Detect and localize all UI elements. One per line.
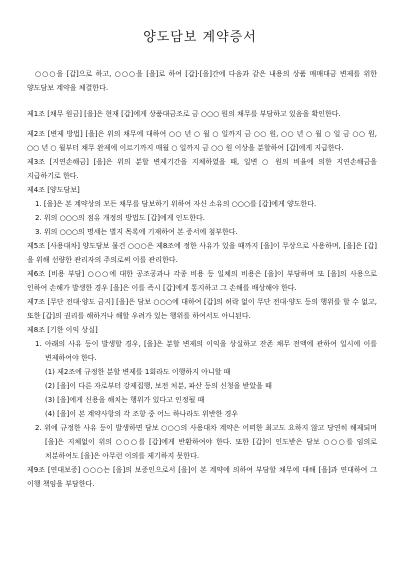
clause-4-item-2: 2. 위의 ○○○의 점유 개정의 방법도 [갑]에게 인도한다. <box>35 214 205 222</box>
clause-7: 제7조 [무단 전대·양도 금지] [을]은 담보 ○○○에 대하여 [갑]의 허락 없이 무단 전대·양도 등의 행위를 할 수 없고, 또한 [갑]의 권리를 해하거나 해할 우려가 있는 행위를 하여서도 아니된다. <box>27 298 377 320</box>
document-title: 양도담보 계약증서 <box>143 30 257 45</box>
intro-paragraph: ○○○을 [갑]으로 하고, ○○○을 [을]로 하여 [갑]·[을]간에 다음과 같은 내용의 상품 매매대금 변제를 위한 양도담보 계약을 체결한다. <box>27 70 377 92</box>
clause-4-item-3: 3. 위의 ○○○의 명세는 별지 목록에 기재하여 본 증서에 첨부한다. <box>35 228 238 236</box>
clause-4-heading: 제4조 [양도담보] <box>27 186 80 194</box>
clause-8-subitem-1: (1) 제2조에 규정한 분할 변제를 1회라도 이행하지 아니할 때 <box>45 368 231 376</box>
clause-8-heading: 제8조 [기한 이익 상실] <box>27 326 98 334</box>
clause-2: 제2조 [변제 방법] [을]은 위의 채무에 대하여 ○○ 년 ○ 월 ○ 일까지 금 ○○ 원, ○○ 년 ○ 월 ○ 일 금 ○○ 원, ○○ 년 ○ 월부터 채무 완제에 이르기까지 매월 ○ 일까지 금 ○○ 원 이상을 분할하여 [갑]에게 지급한다. <box>27 130 377 152</box>
clause-8-item-1: 1. 아래의 사유 등이 발생할 경우, [을]은 분할 변제의 이익을 상실하고 잔존 채무 전액에 관하여 일시에 이를 변제하여야 한다. <box>35 340 377 362</box>
clause-8-item-2: 2. 위에 규정한 사유 등이 발생하면 담보 ○○○의 사용대차 계약은 어떠한 최고도 요하지 않고 당연히 해제되며 [을]은 지체없이 위의 ○○○를 [갑]에게 반환하여야 한다. 또한 [갑]이 인도받은 담보 ○○○를 임의로 처분하여도 [을]은 아무런 이의를 제기하지 못한다. <box>35 424 377 460</box>
clause-3: 제3조 [지연손해금] [을]은 위의 분할 변제기간을 지체하였을 때, 일변 ○ 원의 비율에 의한 지연손해금을 지급하기로 한다. <box>27 158 377 180</box>
clause-9: 제9조 [연대보증] ○○○는 [을]의 보증인으로서 [을]이 본 계약에 의하여 부담할 채무에 대해 [을]과 연대하여 그 이행 책임을 부담한다. <box>27 466 377 488</box>
clause-6: 제6조 [비용 부담] ○○○에 대한 공조공과나 각종 비용 등 일체의 비용은 [을]이 부담하며 또 [을]의 사용으로 인하여 손해가 발생한 경우 [을]은 이를 즉시 [갑]에게 통지하고 그 손해를 배상해야 한다. <box>27 270 377 292</box>
clause-1: 제1조 [채무 원금] [을]은 현재 [갑]에게 상품대금조로 금 ○○○ 원의 채무를 부담하고 있음을 확인한다. <box>27 110 341 118</box>
clause-4-item-1: 1. [을]은 본 계약상의 모든 채무를 담보하기 위하여 자신 소유의 ○○○를 [갑]에게 양도한다. <box>35 200 317 208</box>
clauses-body <box>27 107 377 491</box>
clause-5: 제5조 [사용대차] 양도담보 물건 ○○○은 제8조에 정한 사유가 있을 때까지 [을]이 무상으로 사용하며, [을]은 [갑]을 위해 선량한 관리자의 주의로써 이를 관리한다. <box>27 242 377 264</box>
clause-8-subitem-4: (4) [을]이 본 계약사항의 각 조항 중 어느 하나라도 위반한 경우 <box>45 410 239 418</box>
clause-8-subitem-2: (2) [을]이 다른 자로부터 강제집행, 보전 처분, 파산 등의 신청을 받았을 때 <box>45 382 272 390</box>
clause-8-subitem-3: (3) [을]에게 신용을 해치는 행위가 있다고 인정될 때 <box>45 396 205 404</box>
